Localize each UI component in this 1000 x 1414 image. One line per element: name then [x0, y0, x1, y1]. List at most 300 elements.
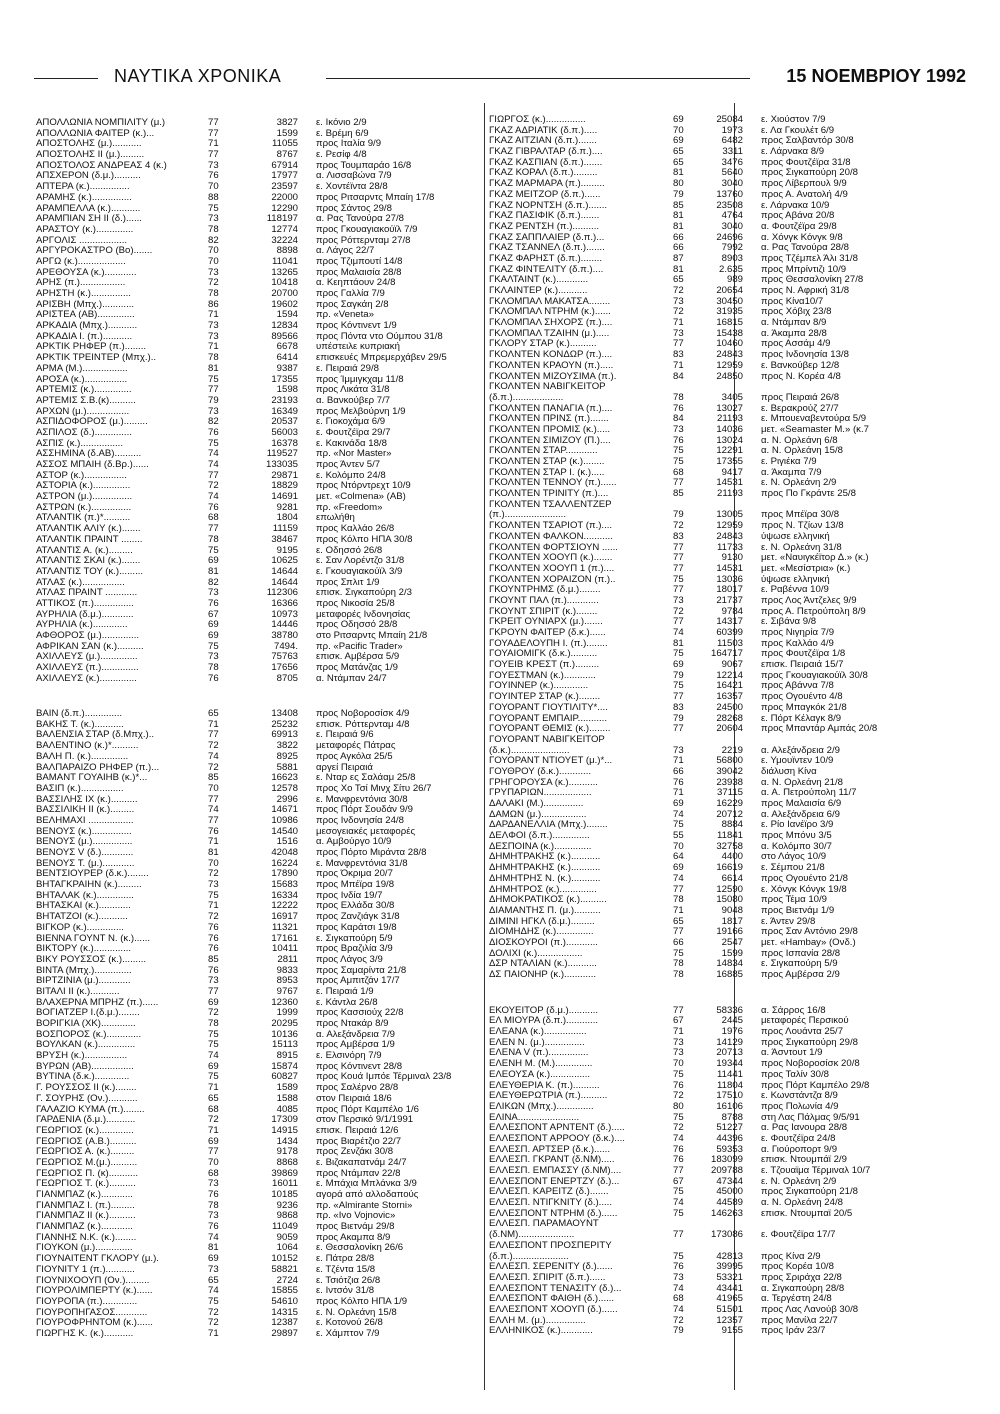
- position-note: προς Ινδία 19/7: [316, 889, 383, 901]
- ship-name: (π.).......................: [489, 510, 566, 521]
- build-year: 85: [208, 772, 219, 784]
- build-year: 79: [673, 1325, 684, 1337]
- build-year: 85: [673, 199, 684, 211]
- position-note: ε. Πόρτ Κέλαγκ 8/9: [761, 712, 842, 724]
- tonnage: 8767: [276, 149, 298, 161]
- position-note: προς Σαν Αντόνιο 29/8: [761, 926, 858, 938]
- tonnage: 133035: [265, 459, 298, 470]
- position-note: προς Τζιμπουτί 14/8: [316, 255, 403, 267]
- position-note: ε. Λάρνακα 8/9: [761, 146, 825, 158]
- ship-name: ΒΑΣΙΠ (κ.)................: [36, 783, 124, 794]
- position-note: επωλήθη: [316, 512, 355, 524]
- ship-name: ΓΚΟΛΝΤΕΝ ΚΡΑΟΥΝ (π.).....: [489, 360, 614, 371]
- build-year: 73: [208, 651, 219, 663]
- tonnage: 1804: [276, 512, 298, 524]
- tonnage: 12959: [716, 520, 743, 532]
- position-note: μετ. «Ναυιγκέϊτορ Δ.» (κ.): [761, 552, 869, 564]
- tonnage: 9281: [276, 501, 298, 513]
- ship-name: ΓΙΩΡΓΗΣ Κ. (κ.)...........: [36, 1328, 134, 1339]
- build-year: 74: [673, 1303, 684, 1315]
- build-year: 71: [208, 836, 219, 848]
- ship-name: ΓΚΟΛΝΤΕΝ ΧΟΟΥΠ (κ.).......: [489, 553, 613, 564]
- tonnage: 4764: [721, 210, 743, 222]
- tonnage: 28268: [716, 712, 743, 724]
- tonnage: 2.635: [718, 263, 743, 275]
- build-year: 81: [208, 847, 219, 859]
- ship-name: ΑΧΙΛΛΕΥΣ (κ.)..............: [36, 673, 137, 684]
- build-year: 74: [673, 808, 684, 820]
- ship-name: ΓΚΑΖ ΑΔΡΙΑΤΙΚ (δ.π.).....: [489, 125, 598, 136]
- ship-name: ΓΙΟΥΚΟΝ (μ.)..............: [36, 1243, 133, 1254]
- position-note: ε. Ραβέννα 10/9: [761, 584, 829, 596]
- tonnage: 21737: [716, 594, 743, 606]
- ship-name: ΓΟΥΑΔΕΛΟΥΠΗ I. (π.)........: [489, 638, 608, 649]
- tonnage: 16623: [271, 772, 298, 784]
- build-year: 72: [673, 306, 684, 318]
- ship-name: ΓΚΟΛΝΤΕΝ ΧΟΡΑΪΖΟΝ (π.)..: [489, 574, 616, 585]
- build-year: 77: [208, 469, 219, 481]
- position-note: ε. Νταρ ες Σαλάαμ 25/8: [316, 772, 416, 784]
- tonnage: 9784: [721, 605, 743, 617]
- position-note: προς Πόρτ Καμπέλο 29/8: [761, 1079, 870, 1091]
- tonnage: 1589: [276, 1082, 298, 1094]
- ship-name: ΑΡΚΤΙΚ ΡΗΦΕΡ (π.)........: [36, 342, 147, 353]
- tonnage: 1599: [276, 127, 298, 139]
- ship-name: ΑΠΟΛΛΩΝΙΑ ΝΟΜΠΙΛΙΤΥ (μ.): [36, 118, 166, 128]
- tonnage: 11049: [272, 1221, 298, 1233]
- tonnage: 10625: [271, 555, 298, 567]
- build-year: 75: [208, 1071, 219, 1083]
- ship-name: ΕΛ ΜΙΟΥΡΑ (δ.π.)............: [489, 1016, 599, 1027]
- ship-name: ΑΡΗΣΤΗ (κ.)...............: [36, 289, 131, 299]
- ship-name: ΑΧΙΛΛΕΥΣ (μ.)..............: [36, 652, 138, 663]
- tonnage: 42048: [271, 847, 298, 859]
- position-note: προς Ντόρντρεχτ 10/9: [316, 480, 411, 492]
- tonnage: 38780: [271, 630, 298, 641]
- tonnage: 8705: [276, 672, 298, 684]
- build-year: 78: [673, 969, 684, 980]
- tonnage: 45000: [716, 1186, 743, 1198]
- ship-name: ΓΚΟΛΝΤΕΝ ΦΑΛΚΟΝ...........: [489, 531, 613, 542]
- position-note: μεταφορές Περσικού: [761, 1015, 849, 1027]
- tonnage: 24850: [716, 370, 743, 382]
- build-year: 71: [673, 317, 684, 329]
- tonnage: 9059: [276, 1231, 298, 1243]
- tonnage: 12357: [716, 1314, 743, 1326]
- ship-name: ΕΛΕΝ Ν. (μ.)...............: [489, 1037, 585, 1048]
- position-note: προς Κουά Ιμπόε Τέρμιναλ 23/8: [316, 1071, 452, 1083]
- position-note: προς Αμπιτζάν 17/7: [316, 975, 400, 987]
- build-year: 77: [208, 729, 219, 741]
- position-note: προς Κόλπο ΗΠΑ 30/8: [316, 533, 413, 545]
- tonnage: 14671: [271, 804, 298, 816]
- position-note: ε. Τζουαϊμα Τέρμιναλ 10/7: [761, 1165, 871, 1176]
- tonnage: 3405: [721, 391, 743, 403]
- tonnage: 1064: [276, 1242, 298, 1254]
- ship-name: ΕΛΛΕΣΠ. ΕΜΠΑΣΣΥ (δ.ΝΜ)....: [489, 1166, 622, 1176]
- build-year: 76: [673, 776, 684, 788]
- tonnage: 15080: [716, 894, 743, 906]
- ship-name: ΓΚΟΥΝΤ ΣΠΙΡΙΤ (κ.)........: [489, 606, 598, 617]
- position-note: προς Σαλέρνο 28/8: [316, 1082, 399, 1094]
- build-year: 70: [208, 857, 219, 869]
- position-note: προς Μπρίντιζι 10/9: [761, 263, 847, 275]
- build-year: 77: [673, 552, 684, 564]
- tonnage: 4085: [276, 1103, 298, 1115]
- build-year: 66: [673, 765, 684, 777]
- tonnage: 8868: [276, 1156, 298, 1168]
- build-year: 72: [208, 1007, 219, 1019]
- position-note: προς Πόντα ντο Ούμπου 31/8: [316, 330, 443, 342]
- position-note: προς Λίβερπουλ 9/9: [761, 178, 847, 190]
- ship-name: ΒΛΑΧΕΡΝΑ ΜΠΡΗΖ (π.)......: [36, 997, 159, 1008]
- ship-name: ΓΙΑΝΝΗΣ Ν.Κ. (κ.)........: [36, 1232, 137, 1243]
- position-note: ε. Οδησσό 26/8: [316, 544, 383, 556]
- position-note: α. Τεργέστη 24/8: [761, 1293, 832, 1305]
- position-note: προς Βιαρέτζιο 22/7: [316, 1135, 402, 1147]
- tonnage: 14644: [271, 576, 298, 588]
- ship-name: ΕΛΛΕΣΠ. ΣΕΡΕΝΙΤΥ (δ.)......: [489, 1262, 613, 1273]
- build-year: 75: [208, 889, 219, 901]
- tonnage: 44589: [716, 1197, 743, 1209]
- ship-name: ΔΙΟΜΗΔΗΣ (κ.)..............: [489, 927, 594, 938]
- tonnage: 16885: [716, 969, 743, 980]
- build-year: 65: [673, 156, 684, 168]
- ship-name: ΔΙΑΜΑΝΤΗΣ Π. (μ.)..........: [489, 905, 601, 916]
- header-rule-left: [34, 78, 98, 79]
- position-note: ε. Ν. Ορλεάνη 2/9: [761, 477, 837, 489]
- tonnage: 9195: [276, 544, 298, 556]
- tonnage: 56800: [716, 755, 743, 767]
- tonnage: 15855: [271, 1285, 298, 1297]
- position-note: ε. Μπάχια Μπλάνκα 3/9: [316, 1178, 417, 1190]
- tonnage: 18829: [271, 480, 298, 492]
- position-note: προς Ριτσαρντς Μπαίη 17/8: [316, 191, 435, 203]
- ship-name: ΑΠΣΧΕΡΟΝ (δ.μ.)..........: [36, 171, 141, 182]
- ship-name: ΓΚΟΛΝΤΕΝ ΤΣΑΛΛΕΝΤΖΕΡ: [489, 499, 612, 510]
- position-note: μεταφορές Ινδονησίας: [316, 608, 411, 620]
- ship-name: ΓΟΥΟΡΑΝΤ ΝΤΙΟΥΕΤ (μ.)*...: [489, 756, 613, 767]
- ship-name: ΔΣ ΠΑΪΟΝΗΡ (κ.)............: [489, 970, 597, 980]
- tonnage: 12834: [271, 320, 298, 332]
- tonnage: 12222: [271, 900, 298, 912]
- build-year: 71: [208, 138, 219, 150]
- ship-name: ΒΙΚΤΟΡΥ (κ.)..............: [36, 944, 132, 955]
- build-year: 65: [673, 915, 684, 927]
- position-note: προς Καλλάο 26/8: [316, 523, 395, 535]
- tonnage: 20295: [271, 1018, 298, 1030]
- ship-name: ΓΚΟΥΝΤ ΠΑΛ (π.)............: [489, 595, 599, 606]
- position-note: α. Ν. Ορλεάνη 21/8: [761, 776, 843, 788]
- build-year: 80: [673, 1100, 684, 1112]
- ship-name: ΑΣΣΗΜΙΝΑ (δ.ΑΒ)..........: [36, 449, 142, 460]
- position-note: πρ. «Freedom»: [316, 501, 383, 513]
- build-year: 69: [208, 630, 219, 641]
- build-year: 68: [208, 1103, 219, 1115]
- position-note: προς Κόντινεντ 28/8: [316, 1060, 403, 1072]
- build-year: 75: [673, 1068, 684, 1080]
- tonnage: 37115: [717, 787, 743, 799]
- ship-name: ΒΟΡΙΓΚΙΑ (ΧΚ).............: [36, 1019, 136, 1030]
- ship-name: ΓΕΩΡΓΙΟΣ (κ.).............: [36, 1125, 134, 1136]
- tonnage: 23597: [271, 181, 298, 193]
- tonnage: 24843: [716, 349, 743, 361]
- ship-name: ΑΡΚΑΔΙΑ I. (π.)...........: [36, 331, 133, 342]
- position-note: προς Φουτζέϊρα 1/8: [761, 648, 846, 660]
- position-note: α. Ν. Ορλεάνη 24/8: [761, 1197, 843, 1209]
- ship-name: ΒΙΕΝΝΑ ΓΟΥΝΤ Ν. (κ.)......: [36, 933, 151, 944]
- build-year: 81: [208, 362, 219, 374]
- position-note: ε. Βανκούβερ 12/8: [761, 359, 840, 371]
- build-year: 78: [208, 662, 219, 674]
- position-note: ε. Σαν Λορέντζο 31/8: [316, 555, 405, 567]
- ship-name: ΒΗΤΑΤΖΟΪ (κ.)...........: [36, 912, 128, 923]
- tonnage: 14531: [716, 477, 743, 489]
- position-note: προς Ακαμπα 8/9: [316, 1231, 391, 1243]
- tonnage: 22000: [271, 191, 298, 203]
- position-note: ε. Φουτζέϊρα 24/8: [761, 1132, 836, 1144]
- ship-name: ΒΑΛΠΑΡΑΙΖΟ ΡΗΦΕΡ (π.)...: [36, 762, 160, 773]
- tonnage: 60827: [271, 1071, 298, 1083]
- ship-name: ΓΚΟΛΝΤΕΝ ΜΙΖΟΥΣΙΜΑ (π.).: [489, 371, 617, 382]
- ship-name: ΒΙΓΚΟΡ (κ.)..............: [36, 922, 124, 933]
- ship-name: ΓΚΟΛΝΤΕΝ ΝΑΒΙΓΚΕΪΤΟΡ: [489, 382, 606, 393]
- ship-name: ΔΗΜΗΤΡΑΚΗΣ (κ.)...........: [489, 852, 601, 863]
- build-year: 73: [673, 327, 684, 339]
- build-year: 74: [673, 872, 684, 884]
- ship-name: ΕΛΕΟΥΣΑ (κ.)...............: [489, 1069, 591, 1080]
- tonnage: 16224: [271, 857, 298, 869]
- build-year: 77: [208, 814, 219, 826]
- ship-name: ΓΚΑΖ ΜΑΡΜΑΡΑ (π.).........: [489, 179, 605, 190]
- build-year: 81: [673, 637, 684, 649]
- build-year: 73: [208, 1178, 219, 1190]
- tonnage: 47344: [716, 1175, 743, 1187]
- ship-name: (δ.π.).....................: [489, 1251, 569, 1262]
- tonnage: 1594: [276, 309, 298, 321]
- tonnage: 10411: [272, 943, 298, 955]
- build-year: 78: [208, 1018, 219, 1030]
- position-note: α. Γιούροπορτ 9/9: [761, 1143, 838, 1155]
- header-rule-middle: [326, 78, 750, 79]
- tonnage: 9833: [276, 964, 298, 976]
- ship-name: ΔΣΡ ΝΤΑΛΙΑΝ (κ.)...........: [489, 959, 597, 970]
- ship-name: ΑΡΗΣ (π.).................: [36, 278, 126, 289]
- position-note: προς Καλλάο 4/9: [761, 637, 834, 649]
- tonnage: 12590: [716, 883, 743, 895]
- position-note: ε. Σιγκαπούρη 5/9: [761, 958, 838, 970]
- tonnage: 30450: [716, 295, 743, 307]
- tonnage: 13005: [716, 509, 743, 521]
- tonnage: 38467: [271, 533, 298, 545]
- ship-name: ΑΣΤΡΩΝ (κ.)...............: [36, 502, 132, 513]
- build-year: 67: [673, 1015, 684, 1027]
- position-note: α. Σάρρος 16/8: [761, 1004, 826, 1016]
- tonnage: 16917: [271, 911, 298, 923]
- position-note: ε. Βιζακαπατνάμ 24/7: [316, 1156, 407, 1168]
- build-year: 76: [208, 426, 219, 438]
- ship-name: (δ.π.)...................: [489, 392, 564, 403]
- ship-name: ΑΤΤΙΚΟΣ (π.)...............: [36, 598, 134, 609]
- build-year: 73: [673, 1047, 684, 1059]
- tonnage: 9130: [721, 552, 743, 564]
- build-year: 79: [673, 712, 684, 724]
- position-note: α. Ντάμπαν 24/7: [316, 672, 387, 684]
- build-year: 71: [208, 1124, 219, 1136]
- tonnage: 4400: [721, 851, 743, 863]
- tonnage: 2445: [721, 1015, 743, 1027]
- build-year: 75: [673, 819, 684, 831]
- tonnage: 56003: [271, 426, 298, 438]
- build-year: 84: [673, 413, 684, 425]
- position-note: προς Όκριμα 20/7: [316, 868, 393, 880]
- position-note: ε. Χόνγκ Κόνγκ 19/8: [761, 883, 847, 895]
- ship-name: ΓΟΥΕΣΤΜΑΝ (κ.)............: [489, 670, 596, 681]
- position-note: α. Λισσαβώνα 7/9: [316, 170, 392, 182]
- build-year: 65: [673, 274, 684, 286]
- position-note: προς Ινδονησία 13/8: [761, 349, 849, 361]
- build-year: 69: [208, 555, 219, 567]
- build-year: 75: [208, 437, 219, 449]
- build-year: 69: [673, 862, 684, 874]
- tonnage: 14644: [271, 565, 298, 577]
- tonnage: 17309: [271, 1114, 298, 1126]
- tonnage: 18017: [716, 584, 743, 596]
- build-year: 70: [208, 1156, 219, 1168]
- build-year: 71: [208, 341, 219, 353]
- build-year: 77: [673, 616, 684, 628]
- position-note: α. Ντάμπαν 8/9: [761, 317, 827, 329]
- build-year: 75: [673, 680, 684, 692]
- ship-name: ΕΛΛΕΣΠΟΝΤ ΑΡΝΤΕΝΤ (δ.).....: [489, 1123, 625, 1134]
- ship-name: Γ. ΣΟΥΡΗΣ (Ον.)...........: [36, 1093, 138, 1104]
- ship-name: ΑΠΟΛΛΩΝΙΑ ΦΑΪΤΕΡ (κ.)...: [36, 128, 155, 139]
- tonnage: 10418: [271, 277, 298, 289]
- tonnage: 16334: [271, 889, 298, 901]
- position-note: α. Αλεξάνδρεια 7/9: [316, 1028, 395, 1040]
- build-year: 72: [208, 277, 219, 289]
- position-note: ε. Σέμπου 21/8: [761, 862, 825, 874]
- build-year: 76: [208, 597, 219, 609]
- ship-name: (δ.κ.)......................: [489, 745, 570, 756]
- position-note: προς Ελλάδα 30/8: [316, 900, 395, 912]
- tonnage: 15683: [271, 879, 298, 891]
- build-year: 71: [673, 359, 684, 371]
- build-year: 73: [208, 587, 219, 599]
- tonnage: 20604: [716, 723, 743, 735]
- ship-name: ΒΑΛΗ Π. (κ.)..............: [36, 751, 129, 762]
- position-note: ε. Ρεσίφ 4/8: [316, 149, 367, 161]
- tonnage: 13265: [271, 266, 298, 278]
- position-note: ε. Ν. Ορλεάνη 2/9: [761, 1175, 837, 1187]
- build-year: 74: [673, 627, 684, 638]
- ship-name: ΒΕΝΟΥΣ (κ.)...............: [36, 826, 132, 837]
- position-note: προς Κίνα10/7: [761, 295, 824, 307]
- ship-name: ΓΑΡΔΕΝΙΑ (δ.μ.)...........: [36, 1115, 136, 1126]
- tonnage: 2724: [276, 1274, 298, 1286]
- ship-name: ΓΙΑΝΜΠΑΖ (κ.)............: [36, 1222, 133, 1233]
- position-note: α. Κολόμπο 30/7: [761, 840, 832, 852]
- ship-name: ΓΙΟΥΡΟΦΡΗΝΤΟΜ (κ.)......: [36, 1318, 153, 1329]
- build-year: 84: [673, 370, 684, 382]
- position-note: ε. Θεσσαλονίκη 26/6: [316, 1242, 404, 1254]
- position-note: προς Ματάνζας 1/9: [316, 662, 398, 674]
- ship-name: ΕΛΕΥΘΕΡΙΑ Κ. (π.)..........: [489, 1080, 600, 1091]
- position-note: α. Ρας Τανούρα 27/8: [316, 213, 405, 225]
- tonnage: 3822: [276, 740, 298, 752]
- build-year: 79: [673, 669, 684, 681]
- build-year: 69: [673, 659, 684, 671]
- build-year: 76: [208, 921, 219, 933]
- build-year: 78: [208, 223, 219, 235]
- build-year: 73: [673, 1271, 684, 1283]
- ship-name: ΒΑΣΣΙΛΙΚΗ II (κ.).........: [36, 805, 135, 816]
- position-note: μεταφορές Πάτρας: [316, 740, 396, 752]
- tonnage: 53321: [716, 1271, 743, 1283]
- position-note: προς Ντάμπαν 22/8: [316, 1167, 401, 1179]
- position-note: α. Ρας Τανούρα 28/8: [761, 242, 850, 254]
- ship-name: ΓΚΛΑΪΝΤΕΡ (κ.)...........: [489, 286, 588, 296]
- position-note: προς Α. Πετρούπολη 8/9: [761, 605, 866, 617]
- ship-name: ΒΙΤΑΛΙ II (κ.)...........: [36, 986, 120, 997]
- tonnage: 19166: [716, 926, 743, 938]
- tonnage: 1599: [721, 947, 743, 959]
- ship-name: ΕΛΛΕΣΠ. ΓΚΡΑΝΤ (δ.ΝΜ).....: [489, 1155, 615, 1166]
- tonnage: 9417: [721, 466, 743, 478]
- tonnage: 989: [726, 274, 743, 286]
- position-note: επισκ. Πειραιά 12/6: [316, 1124, 399, 1136]
- tonnage: 20537: [271, 416, 298, 428]
- position-note: μεσογειακές μεταφορές: [316, 825, 416, 837]
- ship-name: ΓΟΥΑΪΟΜΙΓΚ (δ.κ.)..........: [489, 649, 598, 660]
- ship-name: ΒΕΝΟΥΣ V (δ.)............: [36, 848, 134, 859]
- position-note: ε. Κακινάδα 18/8: [316, 437, 387, 449]
- build-year: 78: [673, 391, 684, 403]
- position-note: ε. Φουτζέϊρα 17/7: [761, 1229, 836, 1241]
- position-note: προς Ν. Τζίων 13/8: [761, 520, 844, 532]
- position-note: στον Περσικό 9/1/1991: [316, 1114, 414, 1126]
- position-note: ε. Βερακρούζ 27/7: [761, 402, 839, 414]
- build-year: 76: [673, 1079, 684, 1091]
- position-note: προς Ρόττερνταμ 27/8: [316, 234, 411, 246]
- build-year: 77: [673, 1004, 684, 1016]
- tonnage: 16229: [716, 798, 743, 809]
- tonnage: 8953: [276, 975, 298, 987]
- ship-name: ΓΚΟΛΝΤΕΝ ΣΤΑΡ (κ.)........: [489, 457, 605, 467]
- ship-name: ΔΗΜΟΚΡΑΤΙΚΟΣ (κ.)..........: [489, 895, 607, 906]
- tonnage: 11503: [717, 637, 743, 649]
- position-note: προς Ταλίν 30/8: [761, 1068, 829, 1080]
- ship-name: ΔΙΟΣΚΟΥΡΟΙ (π.)............: [489, 937, 598, 948]
- tonnage: 16011: [272, 1178, 298, 1190]
- ship-name: ΓΙΟΥΝΑΪΤΕΝΤ ΓΚΛΟΡΥ (μ.).: [36, 1254, 159, 1265]
- build-year: 75: [673, 1207, 684, 1219]
- build-year: 74: [673, 1197, 684, 1209]
- position-note: ε. Πειραιά 9/6: [316, 729, 374, 741]
- ship-name: (δ.ΝΜ).....................: [489, 1230, 575, 1241]
- build-year: 72: [673, 1314, 684, 1326]
- ship-name: ΓΟΥΟΡΑΝΤ ΕΜΠΑΙΡ...........: [489, 713, 607, 724]
- build-year: 78: [673, 894, 684, 906]
- position-note: ε. Φουτζέϊρα 29/7: [316, 426, 391, 438]
- position-note: πρ. «Veneta»: [316, 309, 374, 321]
- position-note: α. Ν. Ορλεάνη 15/8: [761, 445, 843, 457]
- ship-name: ΑΡΙΣΤΕΑ (ΑΒ)..............: [36, 310, 135, 321]
- tonnage: 11159: [272, 523, 298, 535]
- build-year: 81: [673, 210, 684, 222]
- position-note: προς Μαλαισία 6/9: [761, 798, 842, 809]
- tonnage: 11733: [717, 541, 743, 553]
